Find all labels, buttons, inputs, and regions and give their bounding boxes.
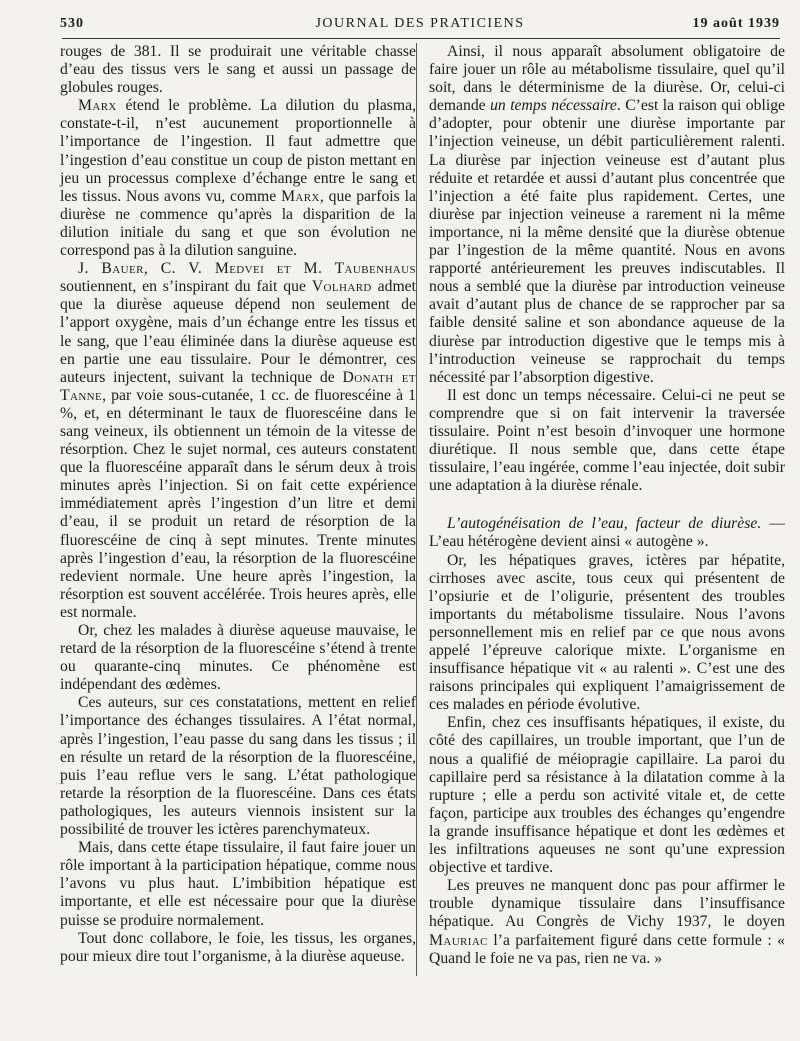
paragraph: Or, les hépatiques graves, ictères par hépatite, cirrhoses avec ascite, tous ceux qui présentent de l’opsiurie et de l’oligurie, présentent des troubles importants du métabolisme tissulaire. Nous l’avons personnellement mis en relief par ce que nous avons appelé l’épreuve calorique mixte. L’organisme en insuffisance hépatique vit « au ralenti ». C’est une des raisons principales qui expliquent l’amaigrissement de ces malades en période évolutive. xyxy=(429,551,785,714)
paragraph: Or, chez les malades à diurèse aqueuse mauvaise, le retard de la résorption de la fluorescéine s’étend à trente ou quarante-cinq minutes. Ce phénomène est indépendant des œdèmes. xyxy=(60,622,416,694)
journal-title: JOURNAL DES PRATICIENS xyxy=(315,16,525,31)
paragraph: Il est donc un temps nécessaire. Celui-ci ne peut se comprendre que si on fait intervenir la traversée tissulaire. Point n’est besoin d’invoquer une hormone diurétique. Il nous semble que, dans cette étape tissulaire, l’eau ingérée, comme l’eau injectée, doit subir une adaptation à la diurèse rénale. xyxy=(429,386,785,495)
running-header xyxy=(60,10,780,38)
left-column xyxy=(60,43,416,966)
paragraph: Les preuves ne manquent donc pas pour affirmer le trouble dynamique tissulaire dans l’insuffisance hépatique. Au Congrès de Vichy 1937, le doyen Mauriac l’a parfaitement figuré dans cette formule : « Quand le foie ne va pas, rien ne va. » xyxy=(429,877,785,967)
paragraph: Marx étend le problème. La dilution du plasma, constate-t-il, n’est aucunement proportionnelle à l’importance de l’ingestion. Il faut admettre que l’ingestion d’eau constitue un coup de piston mettant en jeu un processus complexe d’échange entre le sang et les tissus. Nous avons vu, comme Marx, que parfois la diurèse ne commence qu’après la disparition de la dilution initiale du sang et que son évolution ne correspond pas à la dilution sanguine. xyxy=(60,97,416,260)
issue-date: 19 août 1939 xyxy=(692,16,780,31)
section-heading-paragraph: L’autogénéisation de l’eau, facteur de diurèse. — L’eau hétérogène devient ainsi « autogène ». xyxy=(429,515,786,551)
paragraph: rouges de 381. Il se produirait une véritable chasse d’eau des tissus vers le sang et aussi un passage de globules rouges. xyxy=(60,43,416,97)
paragraph: Ces auteurs, sur ces constatations, mettent en relief l’importance des échanges tissulaires. A l’état normal, après l’ingestion, l’eau passe du sang dans les tissus ; il en résulte un retard de la résorption de la fluorescéine, puis l’eau reflue vers le sang. L’état pathologique retarde la résorption de la fluorescéine. Dans ces états pathologiques, les auteurs viennois insistent sur la possibilité de trouver les ictères parenchymateux. xyxy=(60,694,416,839)
paragraph: J. Bauer, C. V. Medvei et M. Taubenhaus soutiennent, en s’inspirant du fait que Volhard admet que la diurèse aqueuse dépend non seulement de l’apport oxygène, mais d’un échange entre les tissus et le sang, que l’eau éliminée dans la diurèse aqueuse est en partie une eau tissulaire. Pour le démontrer, ces auteurs injectent, suivant la technique de Donath et Tanne, par voie sous-cutanée, 1 cc. de fluorescéine à 1 %, et, en déterminant le taux de fluorescéine dans le sang veineux, ils obtiennent un témoin de la vitesse de résorption. Chez le sujet normal, ces auteurs constatent que la fluorescéine apparaît dans le sérum deux à trois minutes après l’injection. Si on fait cette expérience immédiatement après l’ingestion d’un litre et demi d’eau, il se produit un retard de résorption de la fluorescéine de cinq à sept minutes. Trente minutes après l’ingestion d’eau, la résorption de la fluorescéine redevient normale. Une heure après l’ingestion, la résorption est souvent accélérée. Trois heures après, elle est normale. xyxy=(60,260,416,621)
column-divider xyxy=(416,43,417,976)
paragraph: Enfin, chez ces insuffisants hépatiques, il existe, du côté des capillaires, un trouble important, que l’un de nous a qualifié de méiopragie capillaire. La paroi du capillaire perd sa résistance à la dilatation comme à la rupture ; elle a perdu son activité vitale et, de cette façon, participe aux troubles des échanges qu’engendre la grande insuffisance hépatique et dont les œdèmes et les infiltrations aqueuses ne sont qu’une expression objective et tardive. xyxy=(429,714,785,877)
paragraph: Ainsi, il nous apparaît absolument obligatoire de faire jouer un rôle au métabolisme tissulaire, quel qu’il soit, dans le déterminisme de la diurèse. Or, celui-ci demande un temps nécessaire. C’est la raison qui oblige d’adopter, pour obtenir une diurèse importante par l’injection veineuse, un débit particulièrement ralenti. La diurèse par injection veineuse est d’autant plus réduite et retardée et aussi d’autant plus concentrée que l’injection a été faite plus rapidement. Certes, une diurèse par injection veineuse a rarement ni la même importance, ni la même densité que la diurèse obtenue par l’ingestion de la même quantité. Nous en avons rapporté antérieurement les preuves indiscutables. Il nous a semblé que la diurèse par introduction veineuse avait d’autant plus de chance de se rapprocher par sa faible densité saline et son abondance aqueuse de la diurèse par introduction digestive que le temps mis à l’introduction veineuse se rapprochait du temps nécessité par l’absorption digestive. xyxy=(429,43,785,386)
header-rule xyxy=(62,38,780,39)
paragraph: Mais, dans cette étape tissulaire, il faut faire jouer un rôle important à la participation hépatique, comme nous l’avons vu plus haut. L’imbibition hépatique est importante, et elle est nécessaire pour que la diurèse puisse se produire normalement. xyxy=(60,839,416,929)
page-number: 530 xyxy=(60,16,84,31)
paragraph: Tout donc collabore, le foie, les tissus, les organes, pour mieux dire tout l’organisme, à la diurèse aqueuse. xyxy=(60,929,416,965)
section-heading: L’autogénéisation de l’eau, facteur de diurèse. xyxy=(447,515,762,533)
right-column xyxy=(429,43,785,968)
